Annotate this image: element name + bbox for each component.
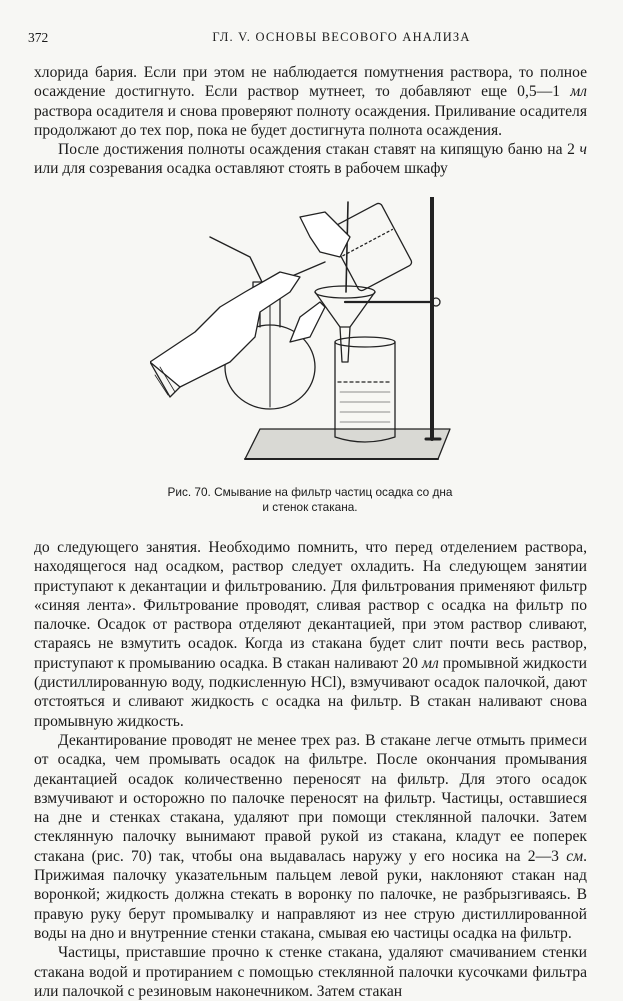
text-run: мл (570, 83, 587, 101)
figure-illustration (150, 197, 470, 472)
running-title: ГЛ. V. ОСНОВЫ ВЕСОВОГО АНАЛИЗА (212, 30, 471, 44)
paragraph-p1 (34, 63, 587, 140)
text-run: . Прижимая палочку указательным пальцем левой руки, наклоняют стакан над воронкой; жидкость должна стекать в воронку по палочке, не разбрызгиваясь. В правую руку берут промывалку и направляют из нее струю дистиллированной воды на дно и внутренние стенки стакана, смывая ею частицы осадка на фильтр. (34, 847, 587, 942)
text-run: Частицы, приставшие прочно к стенке стакана, удаляют смачиванием стенки стакана водой и протиранием с помощью стеклянной палочки кусочками фильтра или палочкой с резиновым наконечником. Затем стакан (34, 944, 587, 1000)
text-run: до следующего занятия. Необходимо помнить, что перед отделением раствора, находящегося над осадком, раствор следует охладить. На следующем занятии приступают к декантации и фильтрованию. Для фильтрования применяют фильтр «синяя лента». Фильтрование проводят, сливая раствор с осадка на фильтр по палочке. Осадок от раствора отделяют декантацией, при этом раствор сливают, стараясь не взмутить осадок. Когда из стакана будет слит почти весь раствор, приступают к промыванию осадка. В стакан наливают 20 (34, 539, 587, 672)
text-run: ч (579, 141, 587, 159)
caption-line-1: Рис. 70. Смывание на фильтр частиц осадка со дна (167, 485, 453, 499)
figure-caption (120, 485, 500, 515)
text-run: хлорида бария. Если при этом не наблюдается помутнения раствора, то полное осаждение достигнуто. Если раствор мутнеет, то добавляют еще 0,5—1 (34, 64, 587, 101)
text-run: см (566, 847, 584, 865)
text-block-bottom (34, 538, 587, 1001)
glass-rod (346, 202, 348, 292)
page-number: 372 (28, 30, 49, 45)
right-hand (300, 212, 350, 257)
text-run: Декантирование проводят не менее трех раз. В стакане легче отмыть примеси от осадка, чем промывать осадок на фильтре. После окончания промывания декантацией осадок количественно переносят на фильтр. Для этого осадок взмучивают и осторожно по палочке переносят на фильтр. Частицы, оставшиеся на дне и стенках стакана, удаляют при помощи стеклянной палочки. Затем стеклянную палочку вынимают правой рукой из стакана, кладут ее поперек стакана (рис. 70) так, чтобы она выдавалась наружу у его носика на 2—3 (34, 731, 587, 865)
caption-line-2: и стенок стакана. (262, 500, 358, 514)
paragraph-p2 (34, 140, 587, 179)
text-block-top (34, 63, 587, 179)
text-run: раствора осадителя и снова проверяют полноту осаждения. Приливание осадителя продолжают до тех пор, пока не будет достигнута полнота осаждения. (34, 102, 587, 139)
text-run: или для созревания осадка оставляют стоять в рабочем шкафу (34, 160, 448, 178)
text-run: После достижения полноты осаждения стакан ставят на кипящую баню на 2 (58, 141, 580, 159)
page-header (28, 30, 595, 50)
paragraph-p4 (34, 731, 587, 943)
text-run: мл (422, 654, 439, 672)
paragraph-p5 (34, 943, 587, 1001)
stand-base (245, 429, 450, 459)
figure-70 (150, 197, 470, 472)
paragraph-p3 (34, 538, 587, 731)
funnel (315, 286, 375, 298)
text-run: промывной жидкости (дистиллированную воду, подкисленную HCl), взмучивают осадок палочкой, дают отстояться и сливают жидкость с осадка на фильтр. В стакан наливают снова промывную жидкость. (34, 654, 587, 730)
